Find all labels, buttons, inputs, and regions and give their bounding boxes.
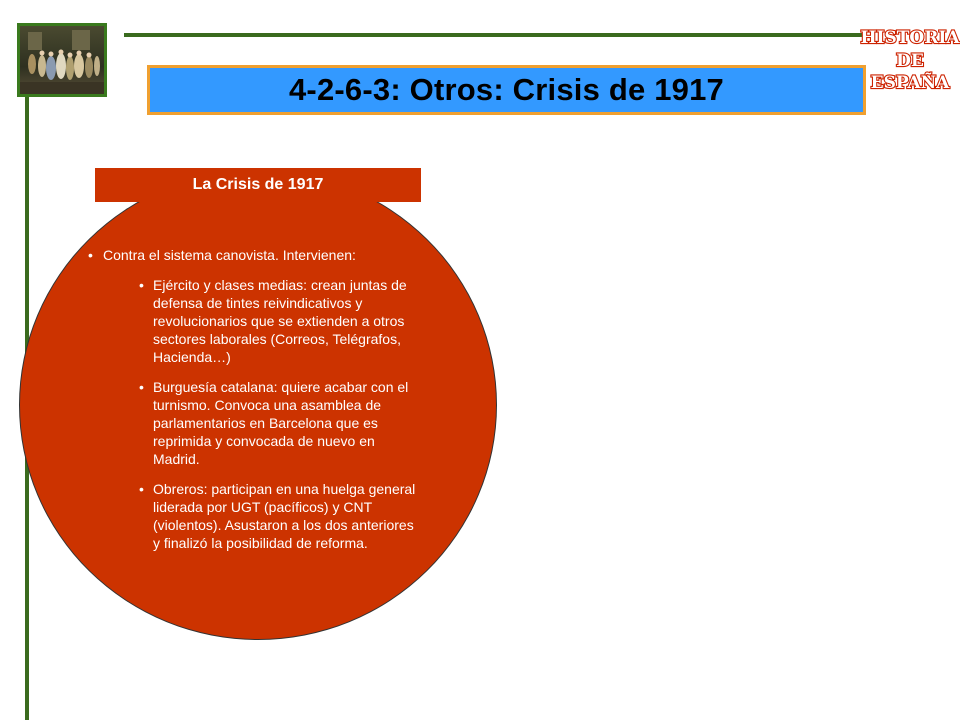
intro-text: Contra el sistema canovista. Intervienen:	[103, 247, 356, 263]
royal-family-painting-icon	[17, 23, 107, 97]
list-item-text: Ejército y clases medias: crean juntas de defensa de tintes reivindicativos y revolucionarios que se extienden a otros sectores laborales (Correos, Telégrafos, Hacienda…)	[153, 277, 407, 365]
intro-bullet	[85, 246, 420, 264]
list-item	[85, 276, 420, 366]
crisis-header-box	[95, 168, 421, 202]
bullet-dot: •	[139, 481, 144, 497]
historia-de-espana-logo	[860, 22, 960, 100]
list-item-text: Obreros: participan en una huelga general liderada por UGT (pacíficos) y CNT (violentos). Asustaron a los dos anteriores y finalizó la posibilidad de reforma.	[153, 481, 416, 551]
logo-line-1: HISTORIA	[860, 28, 960, 48]
title-bar	[147, 65, 866, 115]
bullet-dot: •	[139, 379, 144, 395]
logo-line-3: ESPAÑA	[870, 73, 950, 93]
crisis-header-text: La Crisis de 1917	[192, 176, 324, 193]
list-item	[85, 378, 420, 468]
list-item-text: Burguesía catalana: quiere acabar con el turnismo. Convoca una asamblea de parlamentarios en Barcelona que es reprimida y convocada de nuevo en Madrid.	[153, 379, 409, 467]
list-item	[85, 480, 420, 552]
bullet-dot: •	[139, 277, 144, 293]
crisis-content	[85, 246, 420, 552]
page-title: 4-2-6-3: Otros: Crisis de 1917	[288, 72, 724, 107]
logo-line-2: DE	[896, 51, 924, 71]
bullet-dot: •	[88, 247, 93, 263]
horizontal-green-line	[124, 33, 866, 37]
